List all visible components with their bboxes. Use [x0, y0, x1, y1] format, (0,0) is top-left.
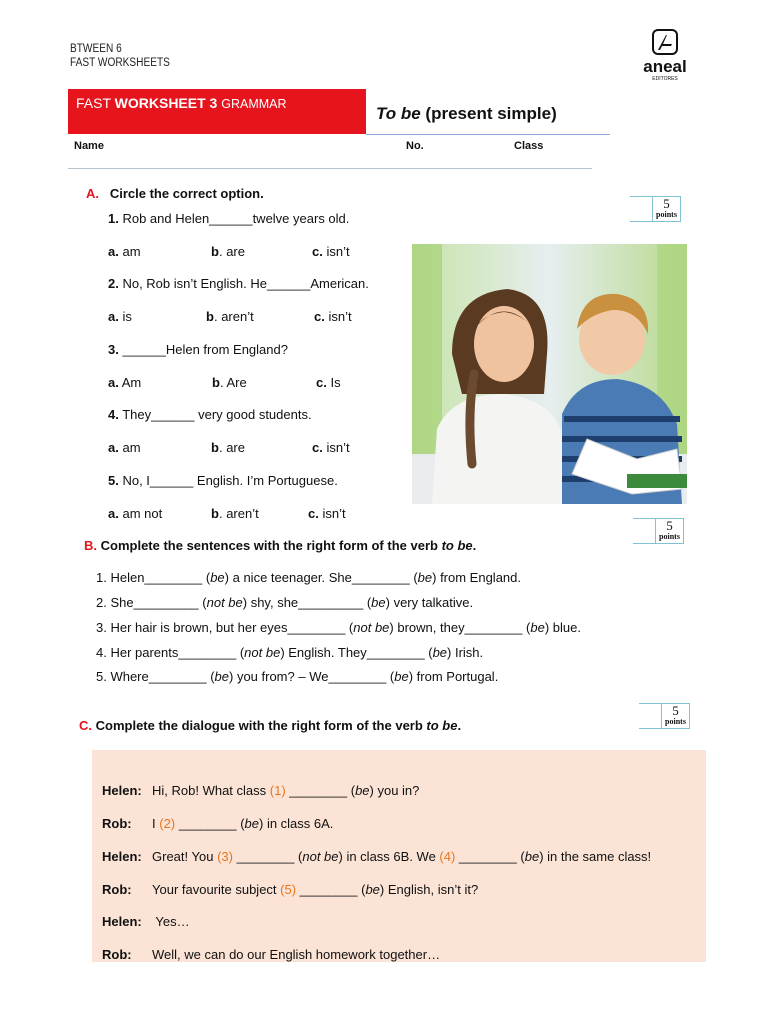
option-letter: b: [206, 309, 214, 324]
sentence-2: [96, 595, 473, 610]
logo-wordmark: aneal: [643, 57, 687, 76]
sentence-part: 4. Her parents________ (: [96, 645, 245, 660]
option-5-a[interactable]: [108, 506, 162, 521]
series-line-1: BTWEEN 6: [70, 43, 122, 55]
section-b-verb: to be: [441, 538, 473, 553]
option-text: am: [122, 440, 141, 455]
question-3: [108, 342, 288, 357]
option-2-c[interactable]: [314, 309, 352, 324]
question-1: [108, 211, 349, 226]
option-text: am not: [122, 506, 163, 521]
sentence-part: ) English. They________ (: [280, 645, 433, 660]
option-letter: a.: [108, 375, 119, 390]
students-photo: [412, 244, 687, 504]
title-italic: To be: [376, 104, 421, 123]
verb-hint: be: [524, 849, 540, 864]
option-letter: c.: [312, 440, 323, 455]
points-label: points: [659, 532, 680, 541]
verb-hint: not be: [353, 620, 390, 635]
banner-suffix: GRAMMAR: [221, 97, 287, 111]
dialogue-part: ________ (: [285, 783, 356, 798]
page-title: [376, 104, 557, 124]
speaker-name: Helen:: [102, 783, 142, 798]
dialogue-part: ________ (: [175, 816, 245, 831]
option-3-b[interactable]: b. Are: [212, 375, 247, 390]
option-text: isn’t: [328, 309, 352, 324]
dialogue-part: Great! You: [152, 849, 218, 864]
dialogue-line-4: [102, 882, 478, 897]
option-letter: a.: [108, 440, 119, 455]
number-field-label: No.: [406, 140, 424, 152]
question-text: No, I______ English. I’m Portuguese.: [118, 473, 338, 488]
sentence-part: ) shy, she_________ (: [242, 595, 372, 610]
verb-hint: be: [394, 669, 409, 684]
fields-divider: [68, 168, 592, 169]
question-4: [108, 407, 312, 422]
dialogue-part: ________ (: [296, 882, 366, 897]
verb-hint: not be: [302, 849, 339, 864]
dialogue-part: ) in the same class!: [539, 849, 652, 864]
sentence-part: ) from Portugal.: [408, 669, 499, 684]
points-box-c: [639, 703, 690, 729]
publisher-logo: [636, 28, 696, 84]
option-letter: c.: [312, 244, 323, 259]
dialogue-part: Hi, Rob! What class: [152, 783, 270, 798]
speaker-name: Rob:: [102, 947, 132, 962]
dialogue-part: Well, we can do our English homework together…: [152, 947, 441, 962]
question-text: ______Helen from England?: [118, 342, 288, 357]
question-text: No, Rob isn’t English. He______American.: [118, 276, 369, 291]
option-letter: b: [211, 440, 219, 455]
option-text: Am: [121, 375, 142, 390]
sentence-part: 1. Helen________ (: [96, 570, 211, 585]
sentence-part: ) very talkative.: [385, 595, 474, 610]
option-4-a[interactable]: [108, 440, 141, 455]
option-text: aren’t: [226, 506, 259, 521]
option-text: Are: [226, 375, 247, 390]
section-a-heading: [86, 186, 264, 201]
option-letter: b: [212, 375, 220, 390]
option-3-a[interactable]: [108, 375, 141, 390]
dialogue-part: I: [152, 816, 160, 831]
logo-subtext: EDITORES: [652, 76, 678, 82]
sentence-3: [96, 620, 581, 635]
speaker-name: Helen:: [102, 914, 142, 929]
points-value: 5: [666, 518, 673, 533]
points-label: points: [656, 210, 677, 219]
points-value: 5: [663, 196, 670, 211]
option-text: am: [122, 244, 141, 259]
section-c-letter: C.: [79, 718, 92, 733]
gap-number: (2): [159, 816, 176, 831]
sentence-part: ) Irish.: [447, 645, 484, 660]
worksheet-banner: [68, 89, 366, 134]
option-1-b[interactable]: b. are: [211, 244, 245, 259]
dialogue-part: Yes…: [152, 914, 190, 929]
question-number: 3.: [108, 342, 119, 357]
option-text: Is: [330, 375, 341, 390]
option-letter: a.: [108, 309, 119, 324]
option-letter: a.: [108, 506, 119, 521]
section-a-instruction: Circle the correct option.: [109, 186, 264, 201]
verb-hint: be: [530, 620, 545, 635]
option-1-a[interactable]: [108, 244, 141, 259]
dialogue-part: ________ (: [455, 849, 525, 864]
speaker-name: Rob:: [102, 816, 132, 831]
option-1-c[interactable]: [312, 244, 350, 259]
section-a-letter: A.: [86, 186, 99, 201]
option-text: are: [226, 440, 245, 455]
verb-hint: be: [355, 783, 370, 798]
sentence-part: ) brown, they________ (: [389, 620, 531, 635]
dialogue-part: ________ (: [232, 849, 303, 864]
verb-hint: be: [371, 595, 386, 610]
option-letter: a.: [108, 244, 119, 259]
section-b-heading: [84, 538, 476, 553]
section-c-verb: to be: [426, 718, 458, 733]
section-b-end: .: [472, 538, 477, 553]
sentence-part: ) blue.: [544, 620, 581, 635]
section-b-instruction: Complete the sentences with the right form of the verb: [100, 538, 442, 553]
option-text: is: [122, 309, 132, 324]
option-text: aren’t: [221, 309, 254, 324]
verb-hint: not be: [206, 595, 243, 610]
gap-number: (3): [217, 849, 233, 864]
option-letter: c.: [314, 309, 325, 324]
points-label: points: [665, 717, 686, 726]
question-text: Rob and Helen______twelve years old.: [118, 211, 350, 226]
section-c-instruction: Complete the dialogue with the right form of the verb: [95, 718, 427, 733]
sentence-part: 3. Her hair is brown, but her eyes________ (: [96, 620, 354, 635]
sentence-4: [96, 645, 483, 660]
sentence-part: 2. She_________ (: [96, 595, 207, 610]
option-text: isn’t: [326, 244, 350, 259]
sentence-1: [96, 570, 521, 585]
points-box-a: [630, 196, 681, 222]
option-letter: b: [211, 244, 219, 259]
gap-number: (1): [269, 783, 286, 798]
dialogue-line-6: [102, 947, 440, 962]
question-number: 2.: [108, 276, 119, 291]
question-number: 1.: [108, 211, 119, 226]
gap-number: (4): [439, 849, 456, 864]
option-letter: b: [211, 506, 219, 521]
question-text: They______ very good students.: [118, 407, 312, 422]
dialogue-part: ) you in?: [369, 783, 420, 798]
verb-hint: be: [365, 882, 380, 897]
dialogue-line-3: [102, 849, 651, 864]
option-3-c[interactable]: [316, 375, 341, 390]
verb-hint: be: [417, 570, 433, 585]
verb-hint: be: [214, 669, 229, 684]
dialogue-line-5: [102, 914, 190, 929]
option-2-a[interactable]: [108, 309, 132, 324]
series-label: [70, 42, 170, 70]
title-rest: (present simple): [420, 104, 557, 123]
option-letter: c.: [308, 506, 319, 521]
gap-number: (5): [280, 882, 297, 897]
banner-worksheet: WORKSHEET 3: [114, 95, 218, 111]
points-box-b: [633, 518, 684, 544]
question-number: 5.: [108, 473, 119, 488]
dialogue-part: ) in class 6B. We: [338, 849, 440, 864]
banner-prefix: FAST: [76, 95, 111, 111]
speaker-name: Helen:: [102, 849, 142, 864]
dialogue-line-1: [102, 783, 419, 798]
verb-hint: not be: [244, 645, 281, 660]
option-letter: c.: [316, 375, 327, 390]
option-4-c[interactable]: [312, 440, 350, 455]
dialogue-box: [92, 750, 706, 962]
section-c-heading: [79, 718, 461, 733]
series-line-2: FAST WORKSHEETS: [70, 57, 170, 69]
points-value: 5: [672, 703, 679, 718]
section-c-end: .: [457, 718, 462, 733]
option-2-b[interactable]: b. aren’t: [206, 309, 254, 324]
sentence-part: 5. Where________ (: [96, 669, 215, 684]
sentence-part: ) a nice teenager. She________ (: [224, 570, 418, 585]
dialogue-part: Your favourite subject: [152, 882, 281, 897]
sentence-part: ) from England.: [432, 570, 521, 585]
name-field-label: Name: [74, 140, 104, 152]
dialogue-line-2: [102, 816, 333, 831]
section-b-letter: B.: [84, 538, 97, 553]
class-field-label: Class: [514, 140, 544, 152]
question-number: 4.: [108, 407, 119, 422]
verb-hint: be: [244, 816, 259, 831]
sentence-part: ) you from? – We________ (: [229, 669, 395, 684]
option-text: are: [226, 244, 245, 259]
dialogue-part: ) English, isn’t it?: [379, 882, 479, 897]
speaker-name: Rob:: [102, 882, 132, 897]
question-2: [108, 276, 369, 291]
verb-hint: be: [210, 570, 225, 585]
option-text: isn’t: [322, 506, 346, 521]
option-5-b[interactable]: b. aren’t: [211, 506, 259, 521]
verb-hint: be: [432, 645, 448, 660]
title-underline: [366, 134, 610, 135]
dialogue-part: ) in class 6A.: [259, 816, 334, 831]
question-5: [108, 473, 338, 488]
sentence-5: [96, 669, 498, 684]
option-text: isn’t: [326, 440, 350, 455]
option-5-c[interactable]: [308, 506, 346, 521]
option-4-b[interactable]: b. are: [211, 440, 245, 455]
